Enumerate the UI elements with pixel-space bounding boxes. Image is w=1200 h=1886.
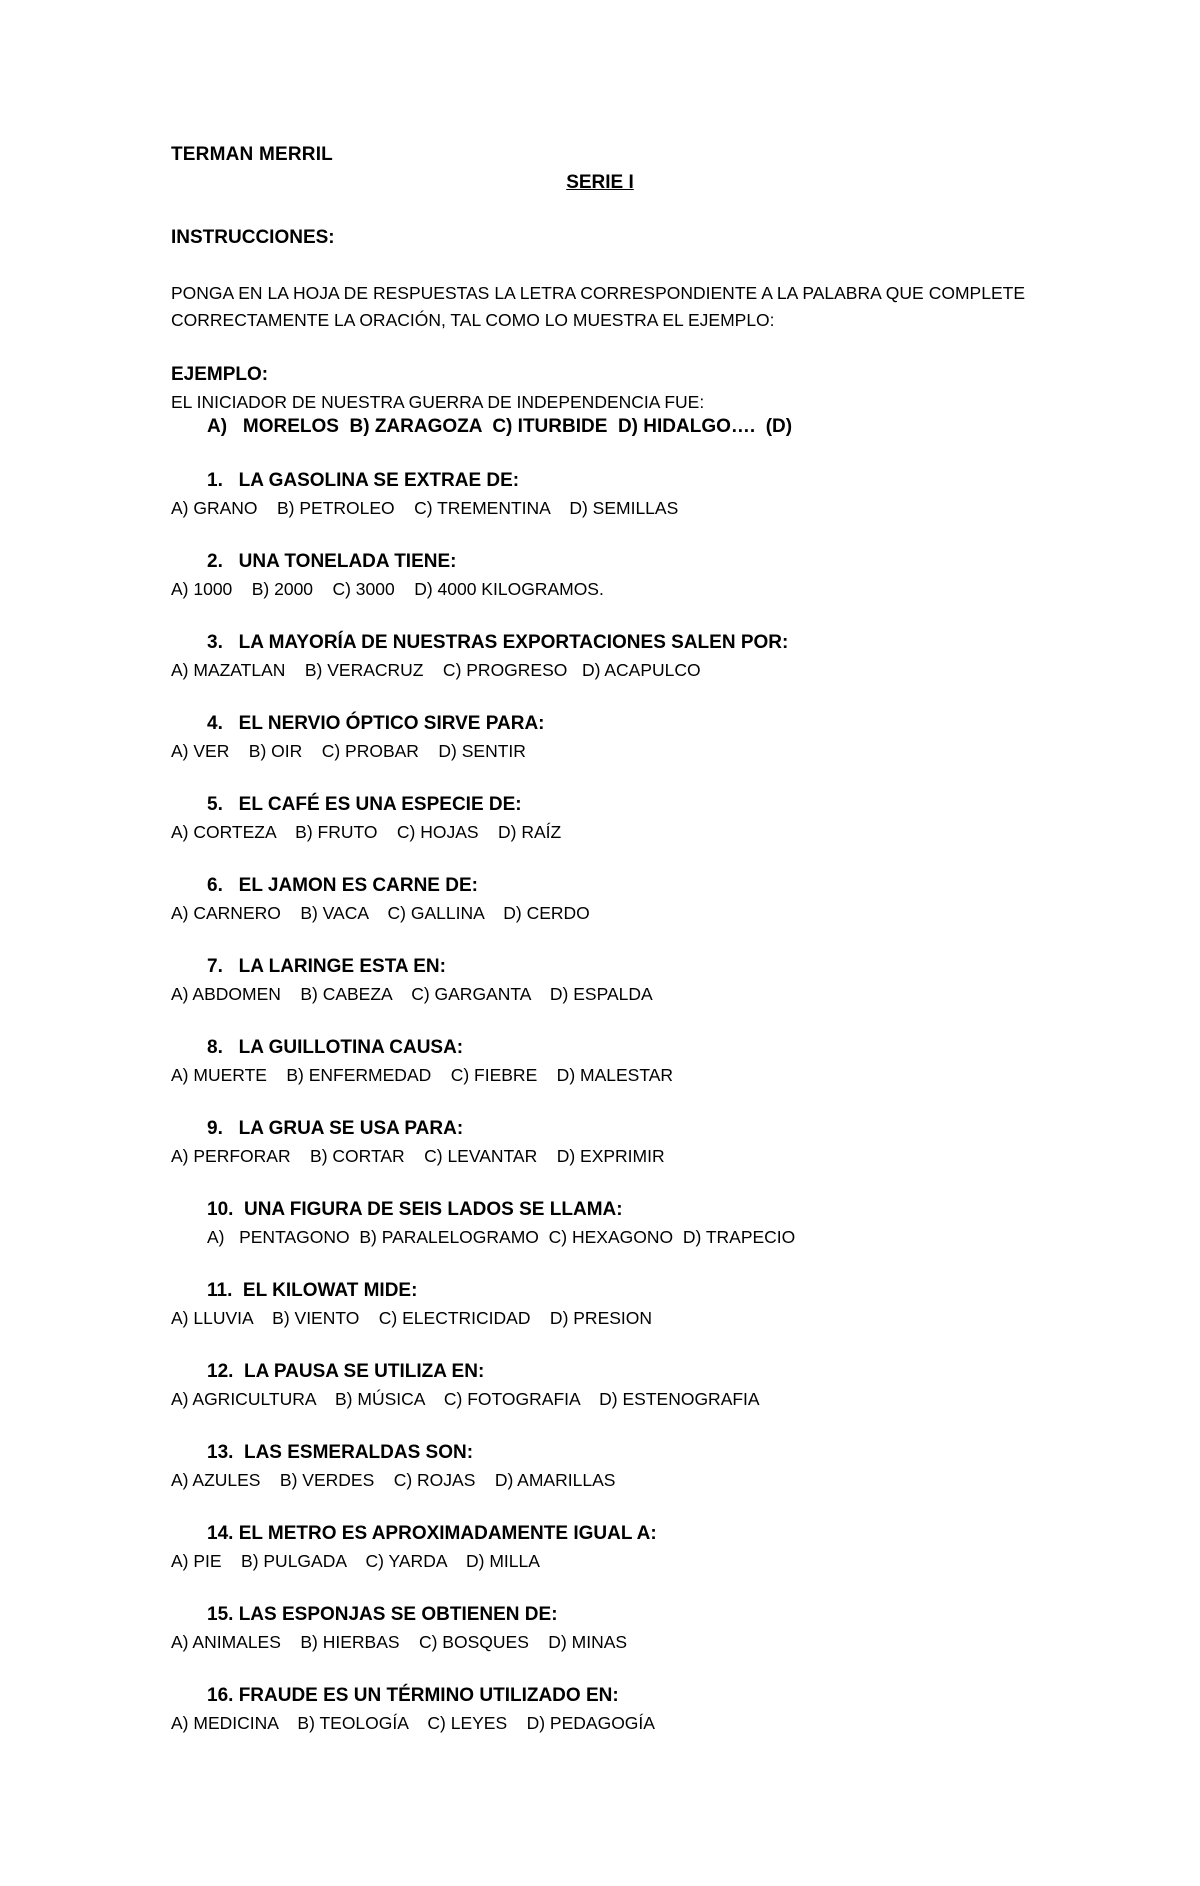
- instructions-text: PONGA EN LA HOJA DE RESPUESTAS LA LETRA CORRESPONDIENTE A LA PALABRA QUE COMPLETE CORRECTAMENTE LA ORACIÓN, TAL COMO LO MUESTRA EL EJEMPLO:: [171, 283, 1025, 330]
- question-11: 11. EL KILOWAT MIDE:: [207, 1280, 418, 1301]
- options-7: A) ABDOMEN B) CABEZA C) GARGANTA D) ESPALDA: [171, 984, 653, 1004]
- options-13: A) AZULES B) VERDES C) ROJAS D) AMARILLAS: [171, 1470, 616, 1490]
- options-2: A) 1000 B) 2000 C) 3000 D) 4000 KILOGRAMOS.: [171, 579, 604, 599]
- question-3: 3. LA MAYORÍA DE NUESTRAS EXPORTACIONES SALEN POR:: [207, 632, 789, 653]
- options-9: A) PERFORAR B) CORTAR C) LEVANTAR D) EXPRIMIR: [171, 1146, 665, 1166]
- document-title: TERMAN MERRIL: [171, 144, 333, 165]
- question-6: 6. EL JAMON ES CARNE DE:: [207, 875, 478, 896]
- question-13: 13. LAS ESMERALDAS SON:: [207, 1442, 474, 1463]
- options-12: A) AGRICULTURA B) MÚSICA C) FOTOGRAFIA D) ESTENOGRAFIA: [171, 1389, 760, 1409]
- question-1: 1. LA GASOLINA SE EXTRAE DE:: [207, 470, 520, 491]
- question-7: 7. LA LARINGE ESTA EN:: [207, 956, 446, 977]
- example-question: EL INICIADOR DE NUESTRA GUERRA DE INDEPENDENCIA FUE:: [171, 392, 705, 412]
- question-4: 4. EL NERVIO ÓPTICO SIRVE PARA:: [207, 713, 545, 734]
- example-heading: EJEMPLO:: [171, 364, 269, 385]
- options-16: A) MEDICINA B) TEOLOGÍA C) LEYES D) PEDAGOGÍA: [171, 1713, 655, 1733]
- options-5: A) CORTEZA B) FRUTO C) HOJAS D) RAÍZ: [171, 822, 562, 842]
- question-10: 10. UNA FIGURA DE SEIS LADOS SE LLAMA:: [207, 1199, 623, 1220]
- question-8: 8. LA GUILLOTINA CAUSA:: [207, 1037, 464, 1058]
- question-16: 16. FRAUDE ES UN TÉRMINO UTILIZADO EN:: [207, 1685, 619, 1706]
- series-heading: SERIE I: [566, 172, 634, 193]
- options-14: A) PIE B) PULGADA C) YARDA D) MILLA: [171, 1551, 540, 1571]
- options-1: A) GRANO B) PETROLEO C) TREMENTINA D) SEMILLAS: [171, 498, 679, 518]
- question-12: 12. LA PAUSA SE UTILIZA EN:: [207, 1361, 485, 1382]
- options-11: A) LLUVIA B) VIENTO C) ELECTRICIDAD D) PRESION: [171, 1308, 653, 1328]
- options-6: A) CARNERO B) VACA C) GALLINA D) CERDO: [171, 903, 590, 923]
- options-15: A) ANIMALES B) HIERBAS C) BOSQUES D) MINAS: [171, 1632, 628, 1652]
- question-9: 9. LA GRUA SE USA PARA:: [207, 1118, 464, 1139]
- options-8: A) MUERTE B) ENFERMEDAD C) FIEBRE D) MALESTAR: [171, 1065, 674, 1085]
- question-2: 2. UNA TONELADA TIENE:: [207, 551, 457, 572]
- options-3: A) MAZATLAN B) VERACRUZ C) PROGRESO D) ACAPULCO: [171, 660, 701, 680]
- options-10: A) PENTAGONO B) PARALELOGRAMO C) HEXAGONO D) TRAPECIO: [207, 1227, 796, 1247]
- question-15: 15. LAS ESPONJAS SE OBTIENEN DE:: [207, 1604, 558, 1625]
- question-14: 14. EL METRO ES APROXIMADAMENTE IGUAL A:: [207, 1523, 657, 1544]
- instructions-heading: INSTRUCCIONES:: [171, 227, 335, 248]
- example-answer: A) MORELOS B) ZARAGOZA C) ITURBIDE D) HIDALGO…. (D): [207, 416, 793, 437]
- question-5: 5. EL CAFÉ ES UNA ESPECIE DE:: [207, 794, 522, 815]
- options-4: A) VER B) OIR C) PROBAR D) SENTIR: [171, 741, 526, 761]
